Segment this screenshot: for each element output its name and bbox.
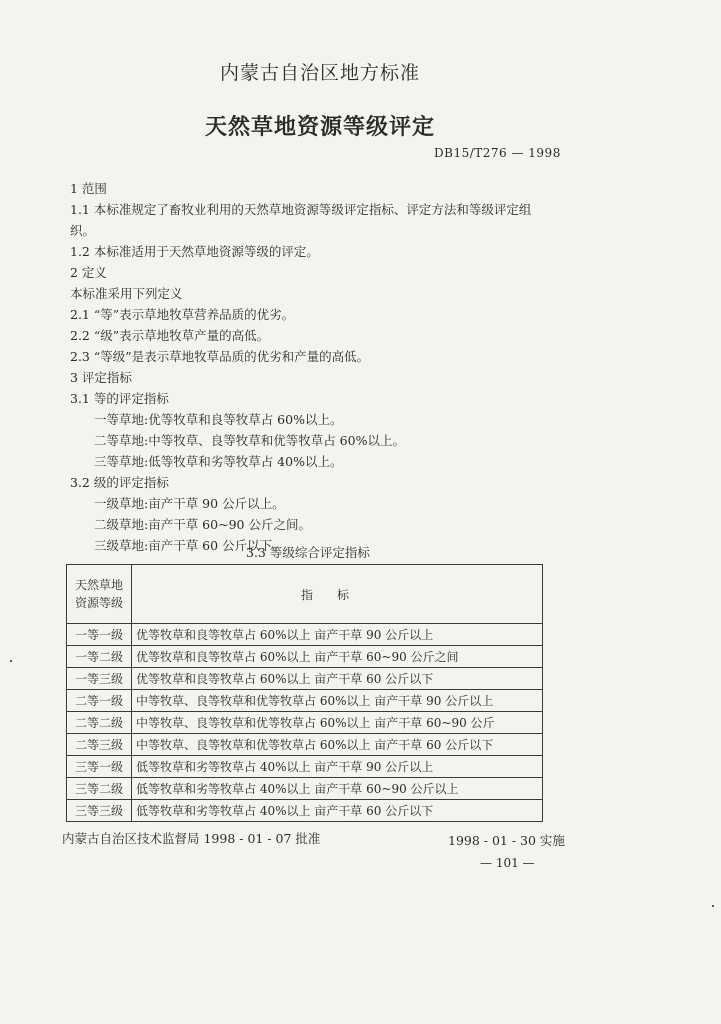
- table-row: [67, 778, 543, 800]
- level-cell: 三等一级: [67, 756, 132, 778]
- section-heading-definitions: 2 定义: [70, 265, 107, 280]
- publisher-title: 内蒙古自治区地方标准: [219, 62, 420, 84]
- criteria-cell: 中等牧草、良等牧草和优等牧草占 60%以上 亩产干草 60 公斤以下: [132, 734, 543, 756]
- grade-table: [66, 564, 543, 822]
- criteria-cell: 低等牧草和劣等牧草占 40%以上 亩产干草 60 公斤以下: [132, 800, 543, 822]
- level-line-2: 二级草地:亩产干草 60~90 公斤之间。: [94, 517, 311, 532]
- clause-2-3: 2.3 “等级”是表示草地牧草品质的优劣和产量的高低。: [70, 349, 370, 364]
- level-cell: 一等二级: [67, 646, 132, 668]
- table-header-row: [67, 565, 543, 624]
- body-text: [70, 178, 590, 556]
- clause-2-2: 2.2 “级”表示草地牧草产量的高低。: [70, 328, 270, 343]
- table-row: [67, 734, 543, 756]
- level-cell: 二等二级: [67, 712, 132, 734]
- level-cell: 三等二级: [67, 778, 132, 800]
- document-number: DB15/T276 — 1998: [434, 146, 561, 160]
- clause-3-2: 3.2 级的评定指标: [70, 475, 169, 490]
- page-number: — 101 —: [480, 856, 535, 870]
- criteria-cell: 中等牧草、良等牧草和优等牧草占 60%以上 亩产干草 90 公斤以上: [132, 690, 543, 712]
- clause-2-1: 2.1 “等”表示草地牧草营养品质的优劣。: [70, 307, 295, 322]
- table-row: [67, 668, 543, 690]
- section-heading-scope: 1 范围: [70, 181, 107, 196]
- level-line-3: 三级草地:亩产干草 60 公斤以下。: [94, 538, 285, 553]
- table-row: [67, 756, 543, 778]
- table-row: [67, 712, 543, 734]
- corner-header: [67, 565, 132, 624]
- definitions-intro: 本标准采用下列定义: [70, 286, 183, 301]
- level-cell: 二等一级: [67, 690, 132, 712]
- grade-line-1: 一等草地:优等牧草和良等牧草占 60%以上。: [94, 412, 343, 427]
- criteria-cell: 优等牧草和良等牧草占 60%以上 亩产干草 60~90 公斤之间: [132, 646, 543, 668]
- table-row: [67, 646, 543, 668]
- table-row: [67, 800, 543, 822]
- clause-1-1-cont: 织。: [70, 223, 96, 238]
- grade-line-3: 三等草地:低等牧草和劣等牧草占 40%以上。: [94, 454, 343, 469]
- clause-1-1: 1.1 本标准规定了畜牧业利用的天然草地资源等级评定指标、评定方法和等级评定组: [70, 202, 532, 217]
- scan-speck: [712, 905, 714, 907]
- document-title: 天然草地资源等级评定: [204, 114, 435, 140]
- level-cell: 二等三级: [67, 734, 132, 756]
- criteria-cell: 优等牧草和良等牧草占 60%以上 亩产干草 90 公斤以上: [132, 624, 543, 646]
- criteria-cell: 低等牧草和劣等牧草占 40%以上 亩产干草 60~90 公斤以上: [132, 778, 543, 800]
- scan-speck: [10, 660, 12, 662]
- corner-label-line2: 资源等级: [74, 596, 123, 610]
- criteria-cell: 低等牧草和劣等牧草占 40%以上 亩产干草 90 公斤以上: [132, 756, 543, 778]
- section-heading-criteria: 3 评定指标: [70, 370, 132, 385]
- table-caption: 3.3 等级综合评定指标: [246, 545, 370, 560]
- effective-date: 1998 - 01 - 30 实施: [448, 833, 565, 848]
- corner-label-line1: 天然草地: [74, 578, 123, 592]
- level-line-1: 一级草地:亩产干草 90 公斤以上。: [94, 496, 285, 511]
- level-cell: 三等三级: [67, 800, 132, 822]
- level-cell: 一等一级: [67, 624, 132, 646]
- table-row: [67, 690, 543, 712]
- criteria-cell: 中等牧草、良等牧草和优等牧草占 60%以上 亩产干草 60~90 公斤: [132, 712, 543, 734]
- approval-note: 内蒙古自治区技术监督局 1998 - 01 - 07 批准: [62, 831, 321, 846]
- criteria-cell: 优等牧草和良等牧草占 60%以上 亩产干草 60 公斤以下: [132, 668, 543, 690]
- clause-3-1: 3.1 等的评定指标: [70, 391, 169, 406]
- grade-line-2: 二等草地:中等牧草、良等牧草和优等牧草占 60%以上。: [94, 433, 405, 448]
- table-row: [67, 624, 543, 646]
- level-cell: 一等三级: [67, 668, 132, 690]
- clause-1-2: 1.2 本标准适用于天然草地资源等级的评定。: [70, 244, 319, 259]
- column-header: 指标: [132, 565, 543, 624]
